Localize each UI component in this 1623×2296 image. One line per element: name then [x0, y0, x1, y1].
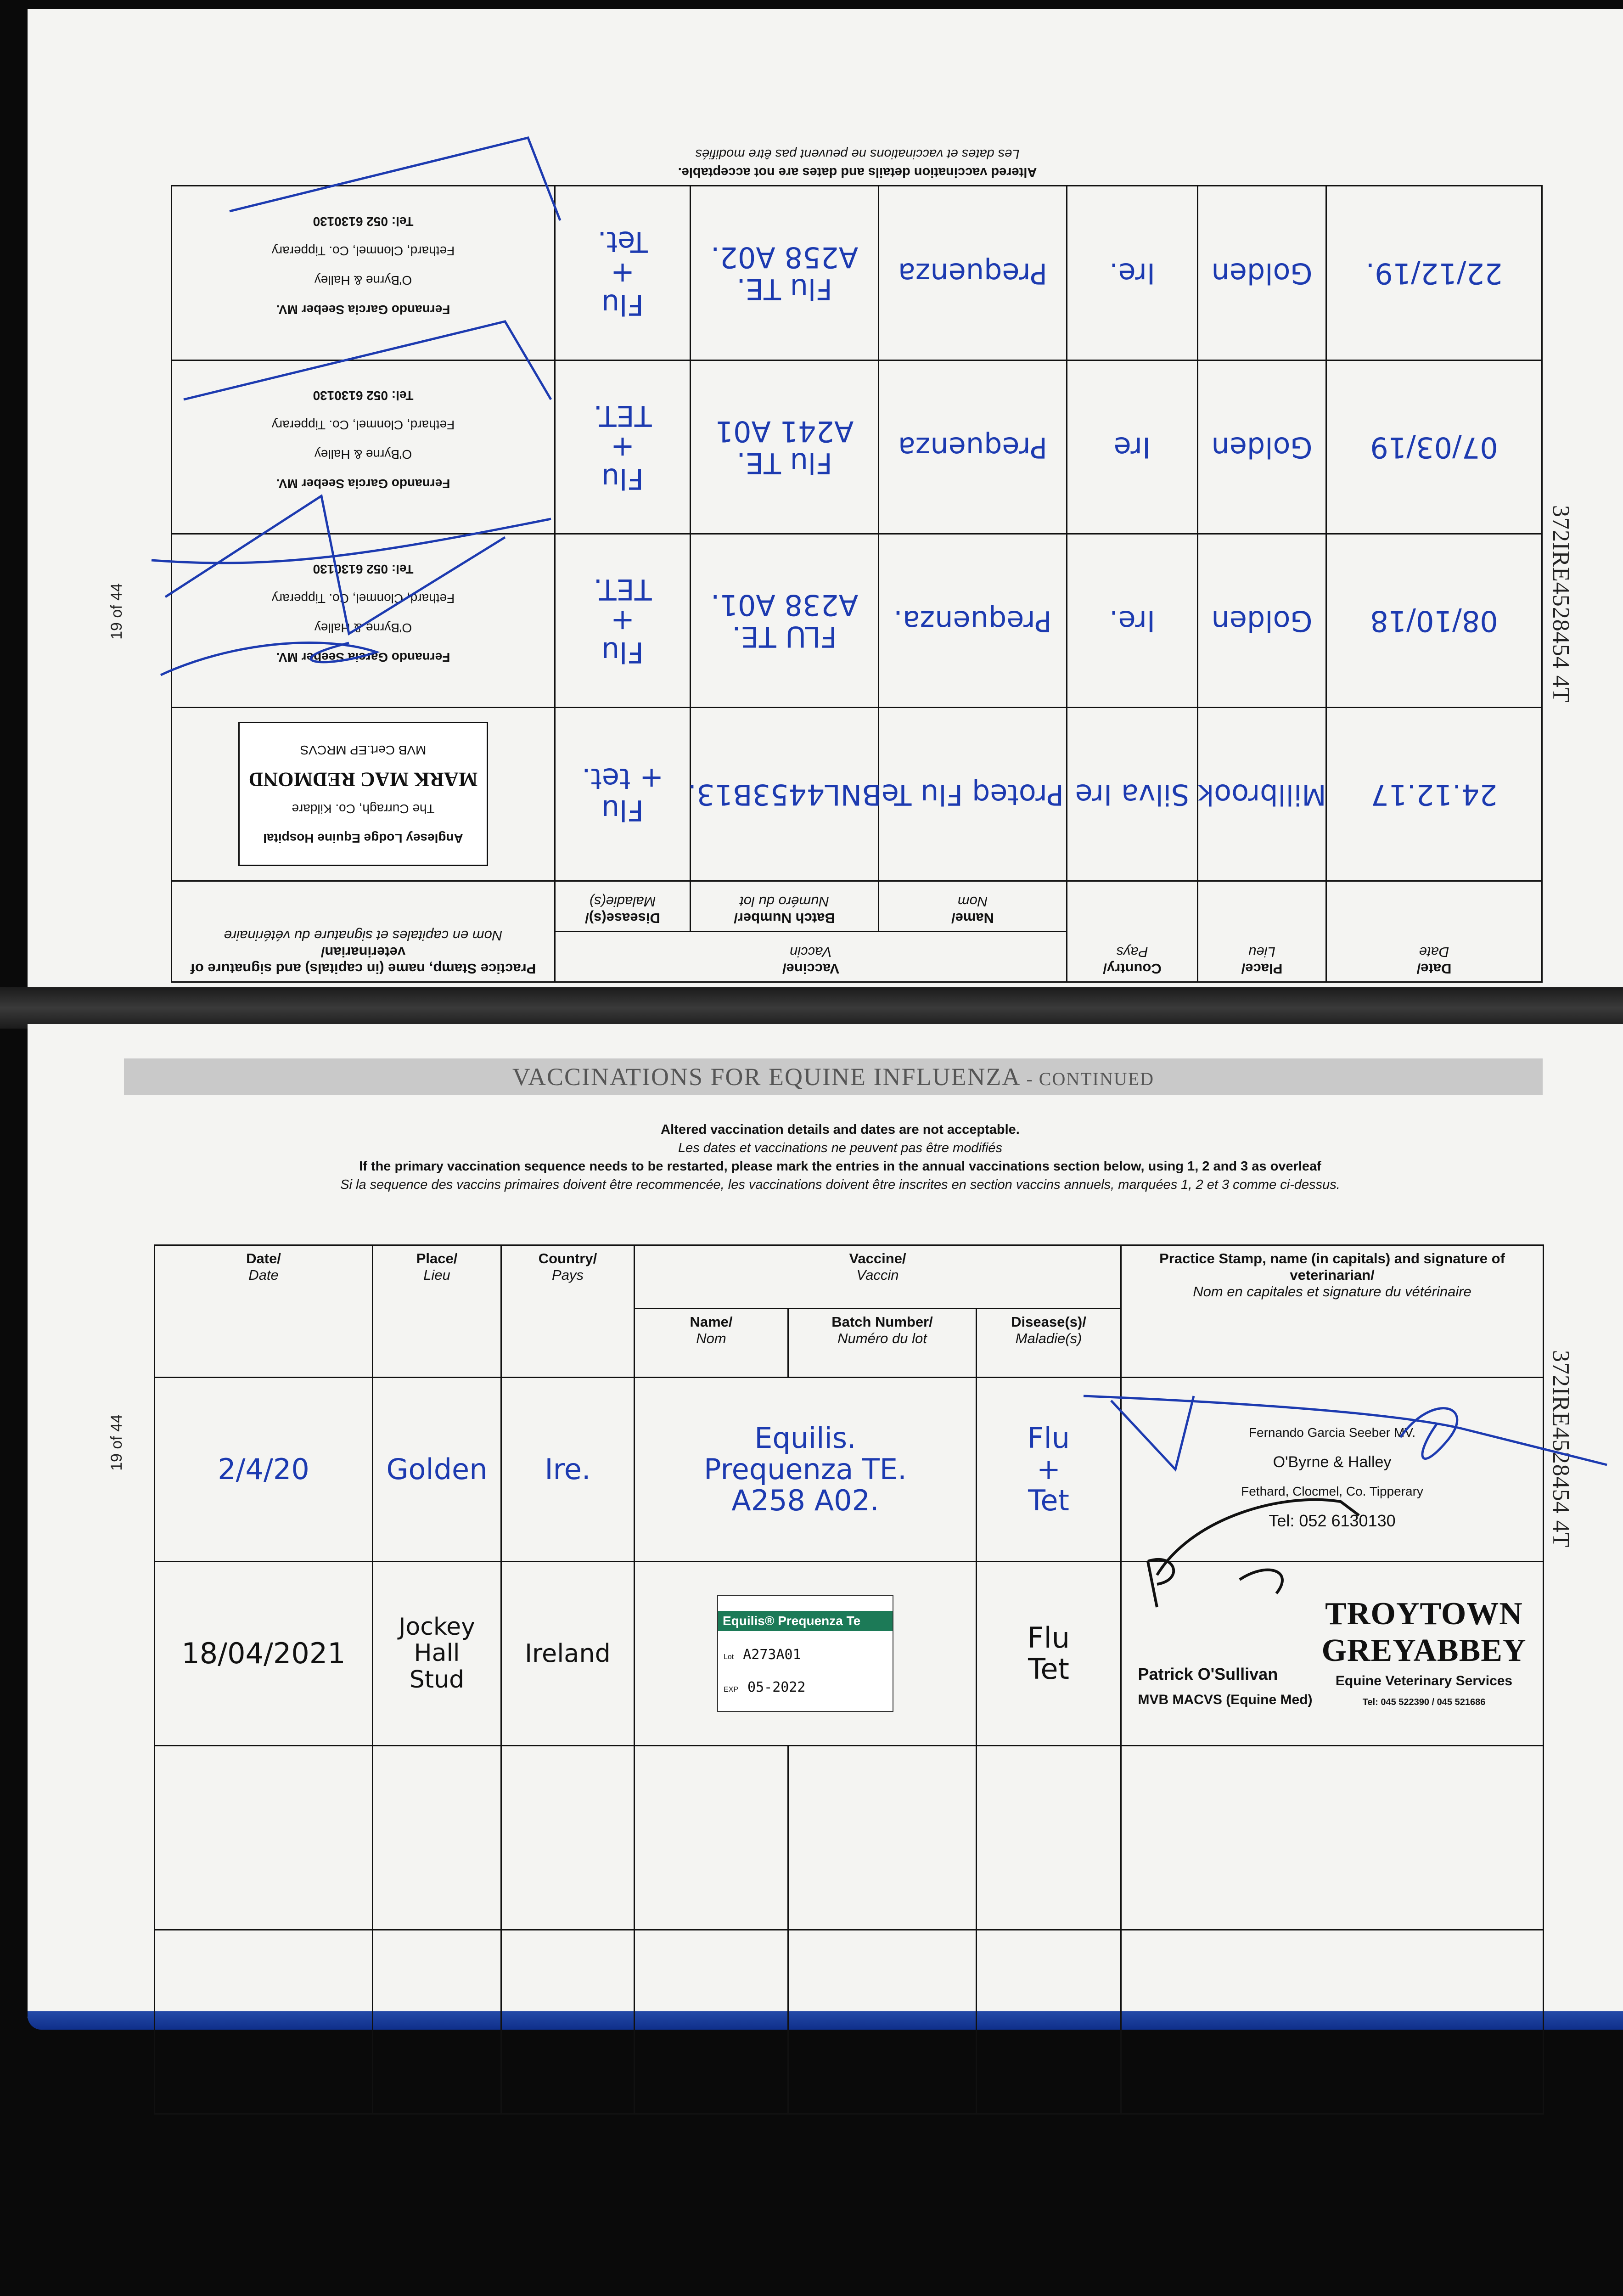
entry-batch: Flu TE. A241 A01 — [715, 415, 854, 480]
table-row — [155, 1378, 1544, 1562]
table-row — [171, 534, 1542, 708]
entry-disease: Flu + Tet — [1027, 1421, 1070, 1518]
entry-country: Silva Ire — [1075, 777, 1190, 811]
entry-country: Ire. — [545, 1452, 591, 1486]
col-header-name: Name/ Nom — [879, 881, 1067, 932]
empty-cell — [155, 1930, 373, 2114]
bottom-notice: Altered vaccination details and dates are not acceptable. Les dates et vaccinations ne peuvent pas être modifiés If the primary vaccination sequence needs to be restarted, please mark the entries in the annual vaccinations section below, using 1, 2 and 3 as overleaf Si la sequence des vaccins primaires doivent être recommencée, les vaccinations doivent être inscrites en section vaccins annuels, marquées 1, 2 et 3 comme ci-dessus. — [340, 1122, 1340, 1192]
entry-disease: Flu Tet — [1027, 1621, 1070, 1686]
entry-vaccine-name: Prequenza — [898, 256, 1048, 290]
entry-batch: FLU TE. A238 A01. — [710, 588, 859, 653]
top-document-id: 372IRE4528454 4T — [1548, 505, 1574, 703]
table-row — [155, 1930, 1544, 2114]
entry-date: 07/03/19 — [1370, 430, 1498, 464]
practice-stamp: Fernando Garcia Seeber MV. O'Byrne & Halley Fethard, Clocmel, Co. Tipperary Tel: 052 6130130 — [1241, 1425, 1423, 1531]
top-page-number: 19 of 44 — [108, 583, 125, 640]
entry-place: Golden — [1211, 604, 1313, 638]
entry-place: Millbrook — [1197, 777, 1326, 811]
entry-place: Golden — [386, 1452, 488, 1486]
col-header-vaccine: Vaccine/ Vaccin — [555, 932, 1067, 982]
practice-stamp: Patrick O'Sullivan MVB MACVS (Equine Med) TROYTOWN GREYABBEY Equine Veterinary Services Tel: 045 522390 / 045 521686 — [1138, 1596, 1527, 1707]
bottom-page-number: 19 of 44 — [108, 1414, 125, 1471]
entry-vaccine-name: Prequenza — [898, 430, 1048, 464]
vaccine-sticker: Equilis® Prequenza Te Lot A273A01 EXP 05-2022 — [635, 1562, 976, 1745]
entry-country: Ire — [1113, 430, 1151, 464]
col-header-disease: Disease(s)/ Maladie(s) — [977, 1308, 1121, 1377]
empty-cell — [155, 1746, 373, 1930]
entry-disease: Flu + TET. — [593, 399, 652, 495]
entry-country: Ire. — [1109, 604, 1156, 638]
col-header-date: Date/ Date — [1326, 881, 1542, 982]
vaccination-table — [154, 1244, 1544, 2115]
table-row — [171, 708, 1542, 881]
entry-date: 24.12.17 — [1370, 777, 1498, 811]
entry-date: 22/12/19. — [1365, 256, 1503, 290]
entry-vaccine-name-batch: Equilis. Prequenza TE. A258 A02. — [704, 1421, 907, 1518]
entry-place: Golden — [1211, 256, 1313, 290]
practice-stamp: Fernando Garcia Seeber MV. O'Byrne & Halley Fethard, Clonmel, Co. Tipperary Tel: 052 6130130 — [271, 388, 455, 491]
entry-country: Ire. — [1109, 256, 1156, 290]
col-header-disease: Disease(s)/ Maladie(s) — [555, 881, 690, 932]
col-header-country: Country/ Pays — [501, 1245, 635, 1378]
practice-stamp: Fernando Garcia Seeber MV. O'Byrne & Halley Fethard, Clonmel, Co. Tipperary Tel: 052 6130130 — [271, 562, 455, 665]
top-vaccination-table — [171, 185, 1543, 983]
col-header-place: Place/ Lieu — [373, 1245, 501, 1378]
entry-place: Golden — [1211, 430, 1313, 464]
entry-vaccine-name: Proteq Flu Te — [881, 777, 1064, 811]
bottom-document-id: 372IRE4528454 4T — [1548, 1350, 1574, 1548]
upside-down-page-content — [147, 119, 1543, 983]
entry-country: Ireland — [525, 1639, 611, 1668]
table-row — [171, 186, 1542, 360]
col-header-batch: Batch Number/ Numéro du lot — [788, 1308, 977, 1377]
top-notice: Altered vaccination details and dates are not acceptable. Les dates et vaccinations ne peuvent pas être modifiés — [678, 146, 1037, 180]
col-header-country: Country/ Pays — [1067, 881, 1198, 982]
entry-date: 08/10/18 — [1370, 604, 1498, 638]
entry-disease: Flu + Tet. — [597, 225, 648, 321]
entry-disease: Flu + TET. — [593, 573, 652, 669]
col-header-vaccine: Vaccine/ Vaccin — [635, 1245, 1121, 1309]
entry-vaccine-name: Prequenza. — [893, 604, 1052, 638]
table-row — [155, 1746, 1544, 1930]
entry-batch: BNL4453B13. — [687, 777, 882, 811]
col-header-stamp: Practice Stamp, name (in capitals) and signature of veterinarian/ Nom en capitales et signature du vétérinaire — [1121, 1245, 1544, 1378]
practice-stamp: Fernando Garcia Seeber MV. O'Byrne & Halley Fethard, Clonmel, Co. Tipperary Tel: 052 6130130 — [271, 214, 455, 317]
col-header-place: Place/ Lieu — [1198, 881, 1326, 982]
table-row — [171, 360, 1542, 534]
entry-place: Jockey Hall Stud — [399, 1613, 475, 1694]
col-header-stamp: Practice Stamp, name (in capitals) and signature of veterinarian/ Nom en capitales et signature du vétérinaire — [171, 881, 555, 982]
entry-date: 18/04/2021 — [181, 1636, 346, 1670]
entry-batch: Flu TE. A258 A02. — [710, 241, 859, 306]
col-header-batch: Batch Number/ Numéro du lot — [691, 881, 879, 932]
book-spine — [0, 987, 1623, 1029]
entry-disease: Flu + tet. — [581, 762, 664, 827]
practice-stamp: Anglesey Lodge Equine Hospital The Curragh, Co. Kildare MARK MAC REDMOND MVB Cert.EP MRCVS — [172, 708, 554, 880]
entry-date: 2/4/20 — [218, 1452, 309, 1486]
col-header-date: Date/ Date — [155, 1245, 373, 1378]
table-row — [155, 1562, 1544, 1746]
section-banner: VACCINATIONS FOR EQUINE INFLUENZA - CONTINUED — [124, 1058, 1543, 1095]
col-header-name: Name/ Nom — [635, 1308, 788, 1377]
